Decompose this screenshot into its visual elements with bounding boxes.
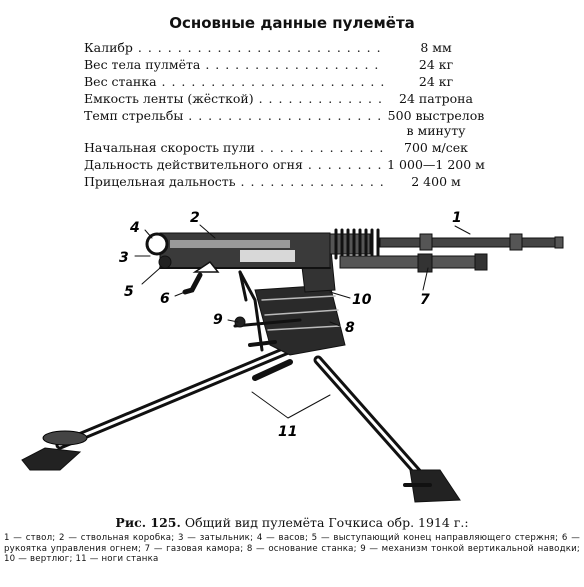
spec-label: Дальность действительного огня . . . [84, 157, 384, 172]
machine-gun-drawing [22, 225, 563, 502]
callout-6: 6 [160, 291, 170, 307]
callout-2: 2 [190, 210, 200, 226]
callout-7: 7 [420, 292, 430, 308]
spec-row [84, 57, 484, 74]
spec-value: 24 кг [384, 74, 488, 89]
callout-10: 10 [352, 292, 372, 308]
spec-row [84, 74, 484, 91]
figure-number: Рис. 125. [115, 515, 181, 530]
machine-gun-illustration [0, 205, 584, 510]
spec-value: 1 000—1 200 м [384, 157, 488, 172]
spec-label: Прицельная дальность . . . [84, 174, 384, 189]
spec-label: Начальная скорость пули . . . [84, 140, 384, 155]
spec-value: 700 м/сек [384, 140, 488, 155]
spec-label: Вес станка . . . [84, 74, 384, 89]
spec-label: Вес тела пулмёта . . . [84, 57, 384, 72]
callout-11: 11 [278, 424, 298, 440]
spec-label: Темп стрельбы . . . [84, 108, 384, 123]
specs-table [84, 40, 484, 191]
gun-barrel [330, 230, 563, 272]
callout-3: 3 [119, 250, 129, 266]
spec-label: Калибр . . . [84, 40, 384, 55]
figure-legend: 1 — ствол; 2 — ствольная коробка; 3 — затыльник; 4 — васов; 5 — выступающий конец направляющего стержня; 6 — рукоятка управления огнем; 7 — газовая камора; 8 — основание станка; 9 — механизм тонкой вертикальной наводки; 10 — вертлюг; 11 — ноги станка [4, 533, 580, 564]
spec-value: 24 кг [384, 57, 488, 72]
spec-value: 500 выстрелов в минуту [384, 108, 488, 138]
callout-1: 1 [452, 210, 462, 226]
tripod-legs [22, 345, 460, 502]
page-title: Основные данные пулемёта [169, 14, 415, 32]
spec-value: 8 мм [384, 40, 488, 55]
spec-value: 2 400 м [384, 174, 488, 189]
spec-row [84, 91, 484, 108]
figure-caption [0, 515, 584, 530]
spec-row [84, 40, 484, 57]
callout-4: 4 [130, 220, 140, 236]
spec-row [84, 140, 484, 157]
callout-5: 5 [124, 284, 134, 300]
callout-8: 8 [345, 320, 355, 336]
spec-value: 24 патрона [384, 91, 488, 106]
spec-label: Емкость ленты (жёсткой) . . . [84, 91, 384, 106]
callout-9: 9 [213, 312, 223, 328]
spec-row [84, 157, 484, 174]
figure-title: Общий вид пулемёта Гочкиса обр. 1914 г.: [184, 515, 469, 530]
spec-row [84, 174, 484, 191]
spec-row [84, 108, 484, 140]
